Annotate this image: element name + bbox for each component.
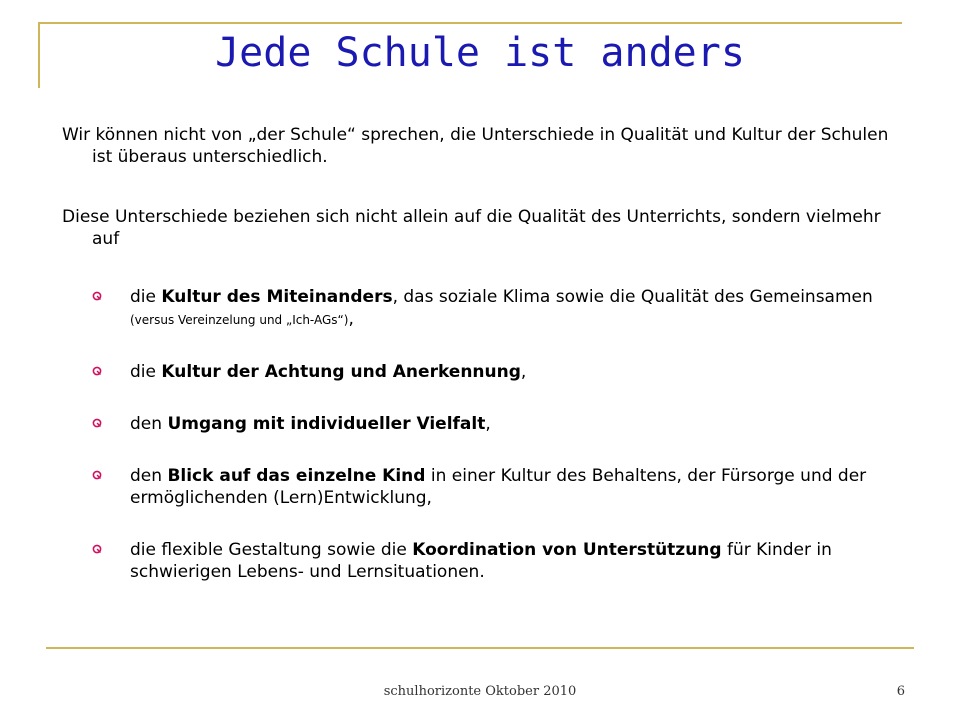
bullet-prefix: den xyxy=(130,414,168,434)
bullet-item xyxy=(92,413,892,435)
bullet-tail: , xyxy=(348,309,354,329)
top-decorative-line xyxy=(40,22,902,24)
bullet-suffix: , xyxy=(520,362,527,382)
bullet-suffix: , xyxy=(485,414,491,434)
bullet-bold-text: Kultur des Miteinanders xyxy=(161,287,393,307)
bullet-suffix: , das soziale Klima sowie die Qualität des Gemeinsamen xyxy=(392,287,873,307)
swirl-bullet-icon xyxy=(92,366,102,376)
paragraph-2 xyxy=(62,206,902,250)
swirl-bullet-icon xyxy=(92,291,102,301)
swirl-bullet-icon xyxy=(92,418,102,428)
bullet-suffix: für Kinder in schwierigen Lebens- und Lernsituationen. xyxy=(130,540,832,582)
swirl-bullet-icon xyxy=(92,544,102,554)
bullet-prefix: die flexible Gestaltung sowie die xyxy=(130,540,413,560)
bullet-item xyxy=(92,286,892,331)
bullet-prefix: die xyxy=(130,287,162,307)
bullet-list xyxy=(92,286,892,583)
bullet-prefix: den xyxy=(130,466,168,486)
bullet-prefix: die xyxy=(130,362,162,382)
bullet-suffix: in einer Kultur des Behaltens, der Fürsorge und der ermöglichenden (Lern)Entwicklung, xyxy=(130,466,867,508)
bullet-bold-text: Blick auf das einzelne Kind xyxy=(167,466,426,486)
bullet-item xyxy=(92,465,892,509)
paragraph-1-text: Wir können nicht von „der Schule“ sprechen, die Unterschiede in Qualität und Kultur der Schulen ist überaus unterschiedlich. xyxy=(62,125,889,167)
bullet-item xyxy=(92,539,892,583)
swirl-bullet-icon xyxy=(92,470,102,480)
footer-text: schulhorizonte Oktober 2010 xyxy=(383,684,577,699)
page-number: 6 xyxy=(896,684,905,699)
bullet-bold-text: Umgang mit individueller Vielfalt xyxy=(167,414,486,434)
paragraph-2-text: Diese Unterschiede beziehen sich nicht allein auf die Qualität des Unterrichts, sondern vielmehr auf xyxy=(62,207,881,249)
paragraph-1 xyxy=(62,124,902,168)
bullet-bold-text: Koordination von Unterstützung xyxy=(412,540,722,560)
bottom-decorative-line xyxy=(46,647,914,649)
bullet-bold-text: Kultur der Achtung und Anerkennung xyxy=(161,362,521,382)
bullet-small-note: (versus Vereinzelung und „Ich-AGs“) xyxy=(130,313,349,327)
bullet-item xyxy=(92,361,892,383)
slide-title: Jede Schule ist anders xyxy=(215,30,745,76)
